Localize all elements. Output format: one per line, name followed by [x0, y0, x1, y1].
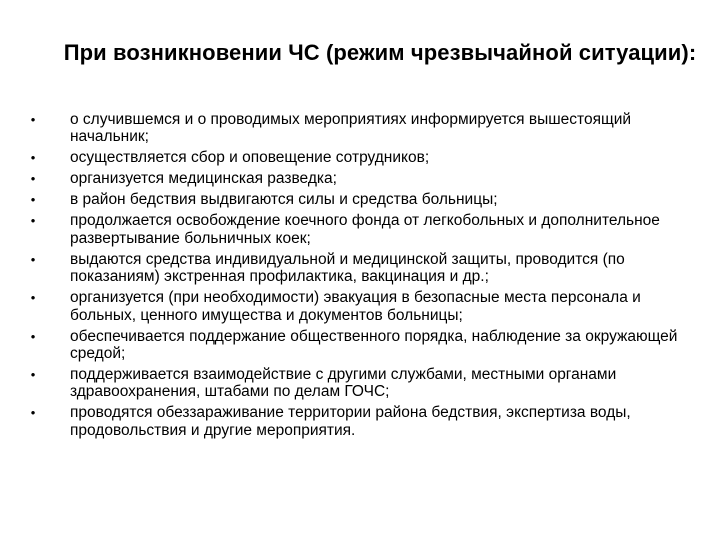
- list-item-text: организуется (при необходимости) эвакуация в безопасные места персонала и больных, ценного имущества и документов больницы;: [70, 289, 641, 324]
- list-item: [26, 191, 696, 208]
- list-item-text: осуществляется сбор и оповещение сотрудников;: [70, 149, 430, 167]
- bullet-list: [26, 111, 696, 443]
- list-item: [26, 366, 696, 401]
- list-item: [26, 328, 696, 363]
- bullet-icon: •: [30, 112, 36, 127]
- bullet-icon: •: [30, 150, 36, 166]
- list-item: [26, 212, 696, 247]
- list-item: [26, 289, 696, 324]
- list-item-text: выдаются средства индивидуальной и медицинской защиты, проводится (по показаниям) экстренная профилактика, вакцинация и др.;: [70, 250, 625, 286]
- slide-title: При возникновении ЧС (режим чрезвычайной ситуации):: [63, 40, 697, 65]
- list-item-text: о случившемся и о проводимых мероприятиях информируется вышестоящий начальник;: [70, 111, 632, 146]
- list-item: [26, 149, 696, 166]
- bullet-icon: •: [30, 192, 36, 208]
- list-item: [26, 111, 696, 146]
- list-item-text: в район бедствия выдвигаются силы и средства больницы;: [70, 191, 498, 209]
- bullet-icon: •: [30, 405, 36, 421]
- bullet-icon: •: [30, 367, 36, 383]
- list-item: [26, 251, 696, 286]
- bullet-icon: •: [30, 290, 36, 306]
- list-item-text: обеспечивается поддержание общественного порядка, наблюдение за окружающей средой;: [70, 327, 678, 363]
- list-item: [26, 170, 696, 187]
- bullet-icon: •: [30, 213, 36, 229]
- list-item-text: проводятся обеззараживание территории района бедствия, экспертиза воды, продовольствия и другие мероприятия.: [70, 404, 631, 439]
- list-item-text: организуется медицинская разведка;: [70, 170, 337, 188]
- bullet-icon: •: [30, 328, 36, 344]
- bullet-icon: •: [30, 171, 36, 187]
- list-item-text: поддерживается взаимодействие с другими службами, местными органами здравоохранения, штабами по делам ГОЧС;: [70, 366, 617, 401]
- list-item: [26, 404, 696, 439]
- bullet-icon: •: [30, 251, 36, 267]
- list-item-text: продолжается освобождение коечного фонда от легкобольных и дополнительное развертывание больничных коек;: [70, 212, 660, 247]
